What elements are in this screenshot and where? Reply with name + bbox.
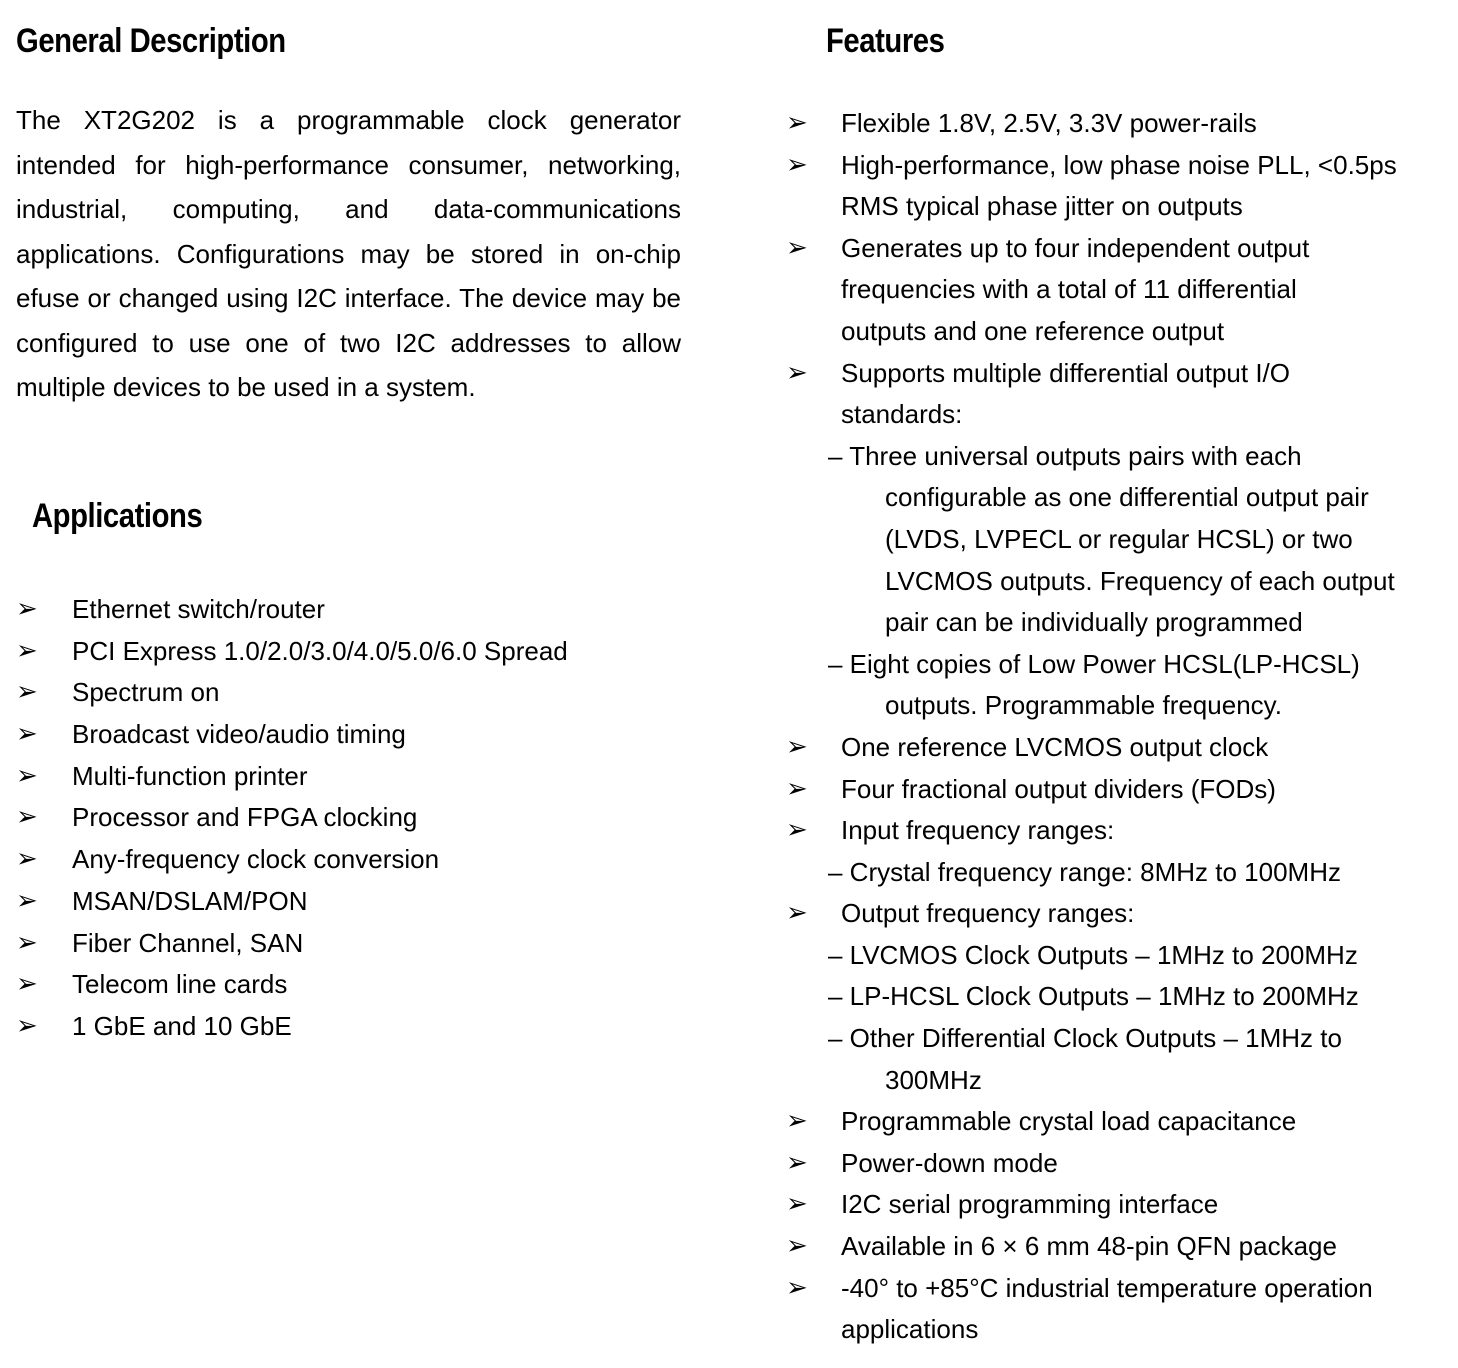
feature-line — [786, 1184, 1458, 1226]
feature-line — [786, 353, 1458, 395]
feature-text: (LVDS, LVPECL or regular HCSL) or two — [885, 523, 1353, 554]
feature-text: Flexible 1.8V, 2.5V, 3.3V power-rails — [841, 108, 1257, 138]
feature-text: Output frequency ranges: — [841, 898, 1135, 929]
feature-text: configurable as one differential output pair — [885, 482, 1369, 513]
feature-line — [786, 436, 1458, 478]
feature-text: – LP-HCSL Clock Outputs – 1MHz to 200MHz — [828, 981, 1359, 1012]
feature-text: I2C serial programming interface — [841, 1189, 1219, 1220]
arrow-bullet-icon: ➢ — [786, 815, 808, 846]
feature-text: standards: — [841, 399, 963, 430]
feature-line — [786, 893, 1458, 935]
feature-text: – Eight copies of Low Power HCSL(LP-HCSL) — [828, 648, 1360, 679]
feature-line — [786, 685, 1458, 727]
applications-heading: Applications — [32, 497, 203, 535]
feature-text: RMS typical phase jitter on outputs — [841, 191, 1243, 222]
feature-text: Available in 6 × 6 mm 48-pin QFN package — [841, 1231, 1337, 1262]
application-item-text: 1 GbE and 10 GbE — [72, 1010, 292, 1041]
application-item-text: Broadcast video/audio timing — [72, 719, 406, 750]
arrow-bullet-icon: ➢ — [16, 635, 38, 666]
arrow-bullet-icon: ➢ — [786, 731, 808, 762]
feature-text: outputs. Programmable frequency. — [885, 690, 1282, 721]
arrow-bullet-icon: ➢ — [786, 357, 808, 388]
feature-line — [786, 852, 1458, 894]
features-list — [786, 103, 1458, 1351]
feature-line — [786, 477, 1458, 519]
feature-line — [786, 769, 1458, 811]
arrow-bullet-icon: ➢ — [786, 898, 808, 929]
feature-line — [786, 228, 1458, 270]
feature-line — [786, 1226, 1458, 1268]
application-item-text: Processor and FPGA clocking — [72, 802, 418, 833]
application-item-text: Ethernet switch/router — [72, 594, 325, 624]
application-item-text: Fiber Channel, SAN — [72, 927, 304, 958]
arrow-bullet-icon: ➢ — [786, 1272, 808, 1303]
arrow-bullet-icon: ➢ — [786, 108, 808, 138]
arrow-bullet-icon: ➢ — [16, 760, 38, 791]
feature-line — [786, 1309, 1458, 1351]
arrow-bullet-icon: ➢ — [786, 1189, 808, 1220]
feature-line — [786, 602, 1458, 644]
feature-line — [786, 1018, 1458, 1060]
arrow-bullet-icon: ➢ — [16, 885, 38, 916]
feature-line — [786, 145, 1458, 187]
application-item-text: Spectrum on — [72, 677, 220, 708]
application-item-text: Any-frequency clock conversion — [72, 844, 440, 875]
arrow-bullet-icon: ➢ — [786, 149, 808, 180]
feature-text: frequencies with a total of 11 differential — [841, 274, 1297, 305]
feature-line — [786, 727, 1458, 769]
arrow-bullet-icon: ➢ — [16, 802, 38, 833]
feature-line — [786, 1060, 1458, 1102]
arrow-bullet-icon: ➢ — [16, 677, 38, 708]
application-item-text: PCI Express 1.0/2.0/3.0/4.0/5.0/6.0 Spread — [72, 635, 568, 666]
feature-text: 300MHz — [885, 1064, 982, 1095]
general-description-heading: General Description — [16, 22, 286, 60]
feature-line — [786, 269, 1458, 311]
general-description-body: The XT2G202 is a programmable clock generator intended for high-performance consumer, networking, industrial, computing, and data-communications applications. Configurations may be stored in on-chip efuse or changed using I2C interface. The device may be configured to use one of two I2C addresses to allow multiple devices to be used in a system. — [16, 105, 681, 402]
feature-text: outputs and one reference output — [841, 315, 1225, 346]
arrow-bullet-icon: ➢ — [16, 969, 38, 1000]
application-item-text: MSAN/DSLAM/PON — [72, 885, 308, 916]
feature-text: – Three universal outputs pairs with each — [828, 440, 1302, 471]
feature-line — [786, 311, 1458, 353]
arrow-bullet-icon: ➢ — [16, 844, 38, 875]
features-heading: Features — [826, 22, 945, 60]
feature-text: – Other Differential Clock Outputs – 1MHz to — [828, 1023, 1342, 1054]
feature-text: Generates up to four independent output — [841, 232, 1310, 263]
feature-line — [786, 1268, 1458, 1310]
feature-line — [786, 103, 1458, 145]
feature-line — [786, 1101, 1458, 1143]
feature-text: – LVCMOS Clock Outputs – 1MHz to 200MHz — [828, 939, 1358, 970]
feature-line — [786, 976, 1458, 1018]
feature-text: One reference LVCMOS output clock — [841, 731, 1269, 762]
application-item-text: Telecom line cards — [72, 969, 288, 1000]
feature-line — [786, 1143, 1458, 1185]
feature-line — [786, 561, 1458, 603]
feature-text: LVCMOS outputs. Frequency of each output — [885, 565, 1395, 596]
feature-text: -40° to +85°C industrial temperature operation — [841, 1272, 1373, 1303]
feature-line — [786, 394, 1458, 436]
feature-line — [786, 519, 1458, 561]
feature-line — [786, 186, 1458, 228]
feature-text: Input frequency ranges: — [841, 815, 1115, 846]
arrow-bullet-icon: ➢ — [786, 232, 808, 263]
feature-text: – Crystal frequency range: 8MHz to 100MHz — [828, 856, 1341, 887]
feature-text: Supports multiple differential output I/O — [841, 357, 1290, 388]
feature-line — [786, 810, 1458, 852]
arrow-bullet-icon: ➢ — [16, 594, 38, 624]
arrow-bullet-icon: ➢ — [786, 1106, 808, 1137]
feature-text: pair can be individually programmed — [885, 607, 1303, 638]
arrow-bullet-icon: ➢ — [16, 1010, 38, 1041]
feature-text: applications — [841, 1314, 979, 1345]
feature-line — [786, 935, 1458, 977]
feature-text: Four fractional output dividers (FODs) — [841, 773, 1276, 804]
arrow-bullet-icon: ➢ — [16, 927, 38, 958]
feature-text: High-performance, low phase noise PLL, <0.5ps — [841, 149, 1397, 180]
arrow-bullet-icon: ➢ — [786, 1231, 808, 1262]
feature-text: Programmable crystal load capacitance — [841, 1106, 1297, 1137]
feature-text: Power-down mode — [841, 1147, 1058, 1178]
arrow-bullet-icon: ➢ — [16, 719, 38, 750]
feature-line — [786, 644, 1458, 686]
application-item-text: Multi-function printer — [72, 760, 308, 791]
arrow-bullet-icon: ➢ — [786, 1147, 808, 1178]
arrow-bullet-icon: ➢ — [786, 773, 808, 804]
